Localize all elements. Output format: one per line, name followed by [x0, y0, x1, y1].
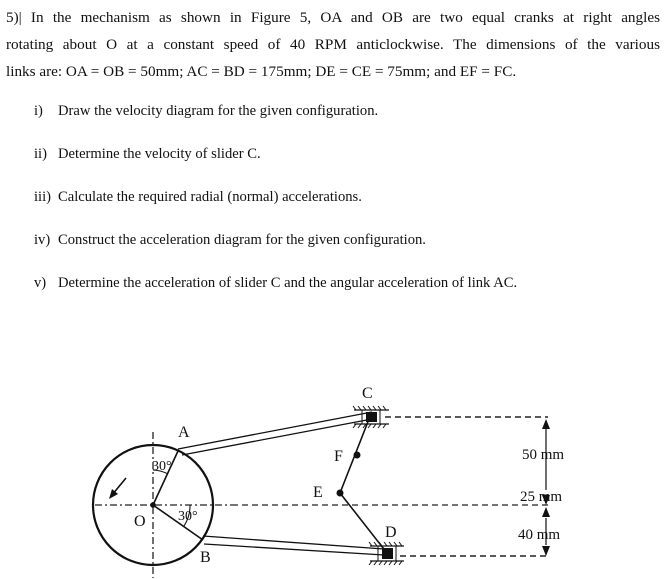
task-text: Determine the velocity of slider C. [58, 146, 261, 162]
angle-label-top: 30° [152, 459, 172, 474]
link-ac-upper [178, 412, 372, 449]
task-number: i) [34, 103, 43, 119]
dimension-label-middle: 25 mm [520, 489, 563, 505]
task-item-2 [34, 146, 261, 163]
task-number: iv) [34, 232, 51, 248]
intro-line-3: links are: OA = OB = 50mm; AC = BD = 175mm; DE = CE = 75mm; and EF = FC. [6, 63, 517, 80]
link-bd-upper [203, 536, 384, 549]
task-text: Draw the velocity diagram for the given configuration. [58, 103, 379, 119]
label-c: C [362, 385, 373, 402]
label-d: D [385, 524, 397, 541]
pivot-o [150, 502, 156, 508]
label-f: F [334, 448, 343, 465]
dimension-label-upper: 50 mm [522, 447, 565, 463]
link-ac-lower [182, 419, 372, 455]
task-number: iii) [34, 189, 52, 205]
angle-label-bottom: 30° [178, 509, 198, 524]
label-a: A [178, 424, 190, 441]
task-item-4 [34, 232, 426, 249]
problem-statement [6, 4, 660, 85]
task-item-3 [34, 189, 362, 206]
slider-d [369, 542, 404, 565]
link-bd-lower [204, 544, 384, 555]
task-number: v) [34, 275, 47, 291]
slider-c [353, 406, 389, 428]
label-o: O [134, 513, 146, 530]
joint-f [354, 452, 361, 459]
label-b: B [200, 549, 211, 566]
task-item-5 [34, 275, 517, 292]
intro-line-1: 5)| In the mechanism as shown in Figure 5, OA and OB are two equal cranks at right angles [6, 9, 660, 26]
task-text: Determine the acceleration of slider C and the angular acceleration of link AC. [58, 275, 518, 291]
mechanism-figure [0, 375, 666, 579]
dimension-label-lower: 40 mm [518, 527, 561, 543]
task-number: ii) [34, 146, 47, 162]
task-text: Construct the acceleration diagram for the given configuration. [58, 232, 426, 248]
label-e: E [313, 484, 323, 501]
intro-line-2: rotating about O at a constant speed of 40 RPM anticlockwise. The dimensions of the various [6, 36, 660, 53]
joint-e [337, 490, 344, 497]
task-text: Calculate the required radial (normal) accelerations. [58, 189, 362, 205]
task-item-1 [34, 103, 378, 120]
